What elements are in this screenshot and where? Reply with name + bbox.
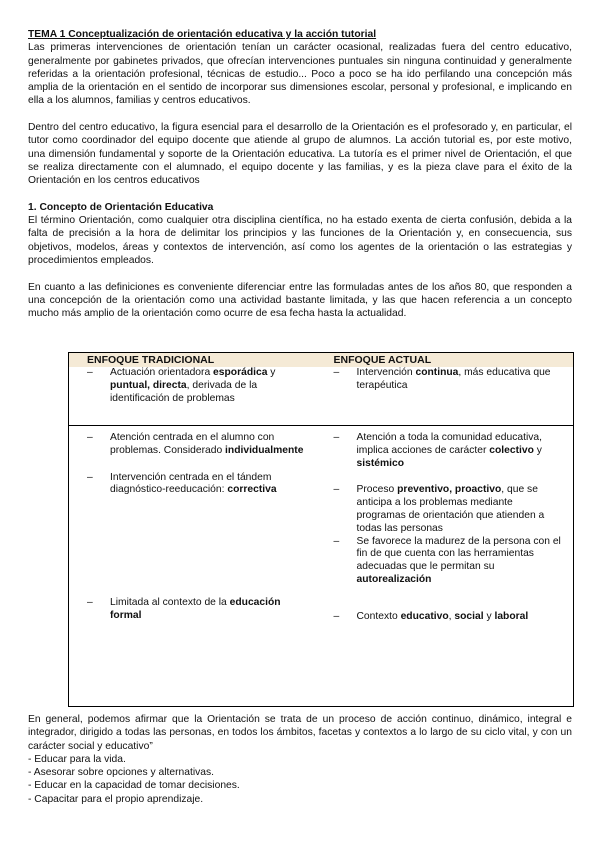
definitions-paragraph: En cuanto a las definiciones es conveniente diferenciar entre las formuladas antes de los años 80, que responden a una concepción de la orientación como una actividad bastante limitada, y las que hacen referencia a un concepto mucho más amplio de la orientación como ocurre de esa fecha hasta la actualidad. (28, 281, 572, 320)
header-current: ENFOQUE ACTUAL (316, 353, 574, 368)
document-body (28, 28, 572, 321)
section-heading: 1. Concepto de Orientación Educativa (28, 201, 214, 213)
tutor-paragraph: Dentro del centro educativo, la figura esencial para el desarrollo de la Orientación es el profesorado y, en particular, el tutor como coordinador del equipo docente que atiende al grupo de alumnos. La acción tutorial es, por este motivo, una dimensión fundamental y soporte de la Orientación educativa. La tutoría es el primer nivel de Orientación, el que se realiza directamente con el alumnado, el equipo docente y las familias, y es la pieza clave para el éxito de la Orientación en los centros educativos (28, 122, 572, 187)
list-item: - Educar para la vida. (28, 753, 126, 765)
list-item: - Educar en la capacidad de tomar decisiones. (28, 780, 240, 792)
list-item: - Asesorar sobre opciones y alternativas. (28, 767, 215, 779)
document-title: TEMA 1 Conceptualización de orientación educativa y la acción tutorial (28, 29, 377, 40)
header-traditional: ENFOQUE TRADICIONAL (69, 353, 316, 368)
current-item: – Contexto educativo, social y laboral (333, 610, 529, 622)
goals-list (28, 753, 572, 806)
conclusion-paragraph: En general, podemos afirmar que la Orientación se trata de un proceso de acción continuo, dinámico, integral e integrador, dirigido a todas las personas, en todos los ámbitos, facetas y contextos a lo largo de su ciclo vital, y con un carácter social y educativo” (28, 714, 572, 752)
comparison-table (68, 352, 574, 707)
current-item: – Intervención continua, más educativa que terapéutica (333, 367, 551, 391)
conclusion-section (28, 713, 572, 806)
traditional-item: – Limitada al contexto de la educación formal (87, 597, 281, 621)
intro-paragraph: Las primeras intervenciones de orientación tenían un carácter ocasional, realizadas fuera del centro educativo, generalmente por gabinetes privados, que ofrecían intervenciones puntuales sin ninguna continuidad y generalmente referidas a la orientación profesional, técnicas de estudio... Poco a poco se ha ido perfilando una concepción más amplia de la orientación en el sentido de incorporar sus dimensiones escolar, personal y profesional, e implicando en ella a los alumnos, familias y centros educativos. (28, 42, 572, 107)
concept-paragraph: El término Orientación, como cualquier otra disciplina científica, no ha estado exenta de cierta confusión, debida a la falta de precisión a la hora de delimitar los principios y las funciones de la Orientación y, en consecuencia, sus objetivos, modelos, áreas y contextos de intervención, así como los agentes de la orientación o las estrategias y procedimientos empleados. (28, 215, 572, 267)
traditional-item: – Intervención centrada en el tándem diagnóstico-reeducación: correctiva (87, 471, 277, 496)
current-item: – Proceso preventivo, proactivo, que se anticipa a los problemas mediante programas de orientación que atienden a todas las personas (333, 484, 545, 534)
traditional-item: – Actuación orientadora esporádica y puntual, directa, derivada de la identificación de problemas (87, 367, 276, 404)
current-item: – Atención a toda la comunidad educativa, implica acciones de carácter colectivo y sistémico (333, 432, 542, 469)
list-item: - Capacitar para el propio aprendizaje. (28, 793, 204, 805)
current-item: – Se favorece la madurez de la persona con el fin de que cuenta con las herramientas adecuadas que le permitan su autorealización (333, 535, 561, 585)
traditional-item: – Atención centrada en el alumno con problemas. Considerado individualmente (87, 432, 304, 456)
